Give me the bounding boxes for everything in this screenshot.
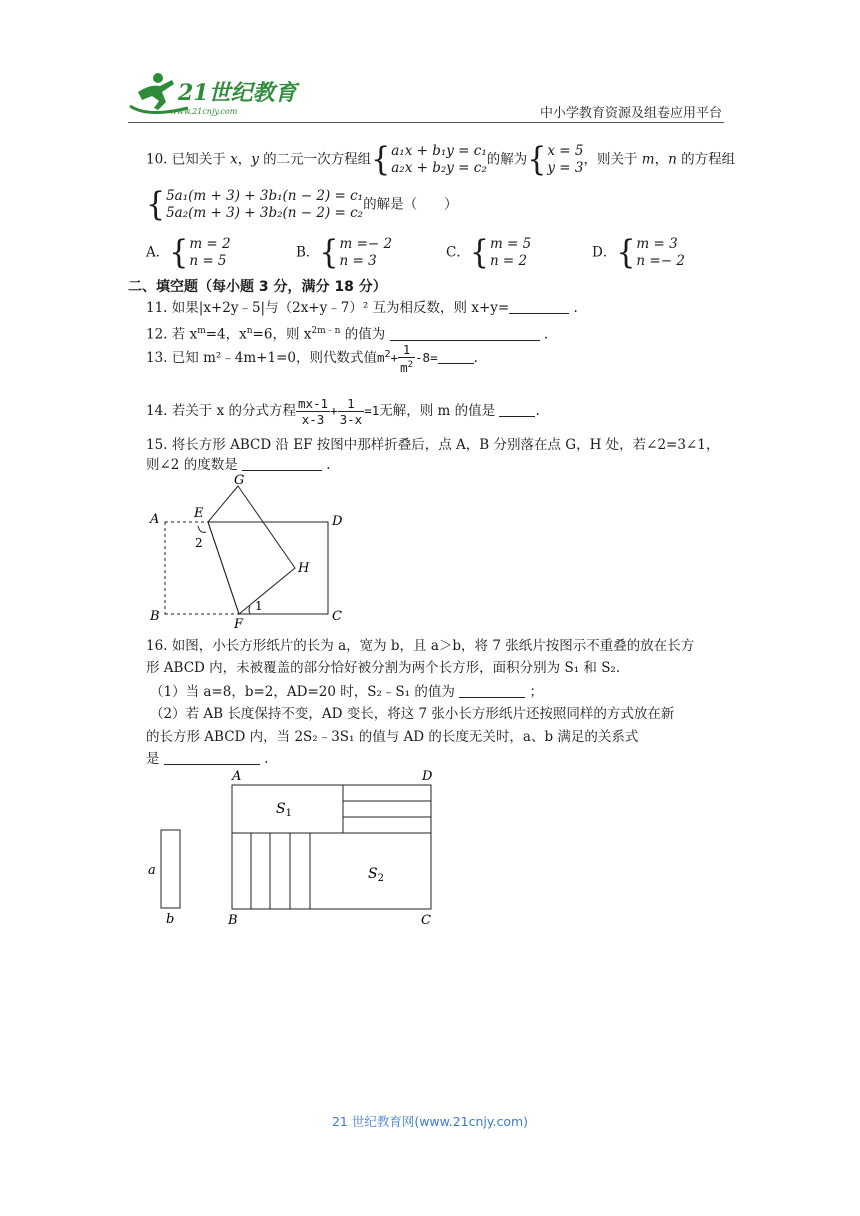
label-angle-1: 1 <box>255 599 263 613</box>
equation: m = 2 <box>189 236 231 252</box>
option-c[interactable] <box>446 233 532 272</box>
comma: ， <box>654 151 669 168</box>
var-y: y <box>251 151 259 168</box>
brace: { <box>146 185 166 224</box>
option-label: D． <box>592 244 617 261</box>
label-G: G <box>234 473 245 488</box>
equation: m = 3 <box>636 236 678 252</box>
logo-text: 21世纪教育 <box>178 80 297 106</box>
label-D: D <box>422 769 433 784</box>
label-S2: $S_2$ <box>368 866 384 884</box>
label-B: B <box>150 609 160 624</box>
brace: { <box>169 233 189 272</box>
equation-system-1 <box>391 143 487 177</box>
small-rectangle <box>161 830 180 908</box>
q-text: （2）若 AB 长度保持不变，AD 变长，将这 7 张小长方形纸片还按照同样的方式放在新 <box>150 706 675 722</box>
q12 <box>146 321 548 345</box>
exponent: 2 <box>384 348 391 360</box>
q16-line2 <box>146 658 620 678</box>
q-text: 已知 m²﹣4m+1=0，则代数式值 <box>171 350 377 367</box>
math-m <box>377 350 398 365</box>
q-text: 若关于 x 的分式方程 <box>171 403 296 419</box>
header-divider <box>128 122 724 123</box>
exponent: n <box>246 326 253 336</box>
var-n: n <box>668 151 677 168</box>
solution-1 <box>547 143 583 177</box>
equation: m =− 2 <box>339 236 393 252</box>
answer-blank[interactable] <box>459 683 525 698</box>
math-op: + <box>390 350 399 366</box>
q-text: 如图，小长方形纸片的长为 a，宽为 b，且 a＞b，将 7 张纸片按图示不重叠的放在长方 <box>171 638 695 654</box>
q10-text: ，则关于 <box>583 151 638 168</box>
answer-blank[interactable] <box>509 299 569 314</box>
label-a: a <box>148 863 156 878</box>
q-text: 的值为 <box>344 326 386 343</box>
numerator: 1 <box>338 396 365 412</box>
equation: a₁x + b₁y = c₁ <box>391 143 487 159</box>
fraction <box>338 396 365 427</box>
answer-blank[interactable] <box>390 326 540 341</box>
q16-part2-line2 <box>146 727 638 747</box>
label-H: H <box>298 561 310 576</box>
q-text: 形 ABCD 内，未被覆盖的部分恰好被分割为两个长方形，面积分别为 S₁ 和 S₂. <box>146 660 621 676</box>
punct: . <box>535 403 540 419</box>
punct: . <box>543 326 549 343</box>
punct: . <box>264 751 269 767</box>
label-B: B <box>228 913 238 928</box>
brace: { <box>319 233 339 272</box>
equation: n = 3 <box>339 253 377 269</box>
answer-blank[interactable] <box>164 750 260 765</box>
fold-line-EF <box>208 522 239 614</box>
platform-name: 中小学教育资源及组卷应用平台 <box>539 106 722 121</box>
q-text: =4，x <box>205 326 247 343</box>
equation: 5a₁(m + 3) + 3b₁(n − 2) = c₁ <box>166 188 364 204</box>
q10-text: 的方程组 <box>681 151 736 168</box>
q-text: （1）当 a=8，b=2，AD=20 时，S₂﹣S₁ 的值为 <box>150 684 455 700</box>
option-label: C． <box>446 244 470 261</box>
q-text: =6，则 x <box>252 326 312 343</box>
q10-number: 10. <box>146 151 168 168</box>
site-logo <box>128 70 298 120</box>
q16-line1 <box>146 636 694 656</box>
math-eq: =1 <box>364 403 380 418</box>
q-number: 11. <box>146 300 168 316</box>
q10-text: 的解为 <box>486 151 528 168</box>
fraction <box>296 396 330 427</box>
section-heading: 二、填空题（每小题 3 分，满分 18 分） <box>128 279 387 295</box>
label-angle-2: 2 <box>195 536 203 550</box>
math-var: m <box>376 350 385 366</box>
q-text: 无解，则 m 的值是 <box>379 403 496 419</box>
answer-blank[interactable] <box>242 456 322 471</box>
q10-line2 <box>146 185 458 224</box>
math-tail: -8= <box>415 350 438 366</box>
q-text: 将长方形 ABCD 沿 EF 按图中那样折叠后，点 A，B 分别落在点 G，H 处，若∠2=3∠1， <box>171 437 720 453</box>
exponent: 2m﹣n <box>311 326 341 336</box>
option-label: B． <box>296 244 320 261</box>
answer-blank[interactable] <box>499 402 535 417</box>
q13 <box>146 342 478 375</box>
q10-text: 的二元一次方程组 <box>263 151 372 168</box>
label-b: b <box>166 912 175 927</box>
punct: . <box>326 457 331 473</box>
label-D: D <box>332 514 343 529</box>
brace: { <box>469 233 489 272</box>
var-x: x <box>230 151 238 168</box>
q11 <box>146 298 578 318</box>
exponent: m <box>197 326 206 336</box>
fraction <box>398 342 415 375</box>
label-S1: $S_1$ <box>276 801 292 819</box>
brace: { <box>527 140 547 179</box>
option-system <box>189 236 230 270</box>
punct: ； <box>529 684 543 700</box>
folded-part <box>208 486 295 614</box>
q-text: 如果|x+2y﹣5|与（2x+y﹣7）² 互为相反数，则 x+y= <box>171 300 510 316</box>
equation: m = 5 <box>489 236 532 252</box>
denominator <box>398 358 415 375</box>
exponent: 2 <box>407 360 414 370</box>
q-text: 是 <box>146 751 160 767</box>
option-b[interactable] <box>296 233 393 272</box>
folding-figure <box>140 472 360 632</box>
option-system <box>340 236 393 270</box>
brace: { <box>371 140 391 179</box>
numerator: mx-1 <box>297 396 329 411</box>
equation: a₂x + b₂y = c₂ <box>391 160 487 176</box>
angle-2-arc <box>198 526 206 532</box>
q-text: 的长方形 ABCD 内，当 2S₂﹣3S₁ 的值与 AD 的长度无关时，a、b 满足的关系式 <box>146 729 639 745</box>
q-number: 13. <box>146 350 168 367</box>
label-C: C <box>332 609 342 624</box>
q-number: 15. <box>146 437 168 453</box>
option-a[interactable] <box>146 233 231 272</box>
q10-text: 的解是（ ） <box>363 196 458 213</box>
var-m: m <box>641 151 655 168</box>
label-A: A <box>232 769 242 784</box>
equation-system-2 <box>166 188 363 222</box>
q-number: 12. <box>146 326 168 343</box>
option-d[interactable] <box>592 233 685 272</box>
q15-line1 <box>146 435 719 455</box>
q14 <box>146 396 540 427</box>
q-text: 若 x <box>171 326 198 343</box>
equation: x = 5 <box>547 143 584 159</box>
footer-link[interactable]: 21 世纪教育网(www.21cnjy.com) <box>331 1114 529 1129</box>
q16-part2-line1 <box>150 704 674 724</box>
option-label: A． <box>146 244 170 261</box>
label-C: C <box>421 913 431 928</box>
q10-text: 已知关于 <box>171 151 226 168</box>
q-text: 则∠2 的度数是 <box>146 457 238 473</box>
option-system <box>490 236 531 270</box>
equation: y = 3 <box>547 160 584 176</box>
q10-line1 <box>146 140 736 179</box>
q16-part1 <box>150 682 543 702</box>
label-E: E <box>194 506 204 521</box>
paper-figure <box>140 766 460 930</box>
denominator: 3-x <box>339 412 363 427</box>
logo-url: www.21cnjy.com <box>170 107 238 116</box>
q-number: 16. <box>146 638 168 654</box>
equation: n =− 2 <box>636 253 685 269</box>
label-F: F <box>234 617 244 632</box>
punct: . <box>473 350 478 367</box>
math-var: m <box>400 360 408 376</box>
rect-ABCD <box>232 785 431 909</box>
answer-blank[interactable] <box>438 349 474 364</box>
numerator: 1 <box>398 342 415 358</box>
brace: { <box>616 233 636 272</box>
equation: n = 2 <box>489 253 528 269</box>
equation: n = 5 <box>189 253 227 269</box>
q-number: 14. <box>146 403 168 419</box>
punct: . <box>573 300 578 316</box>
math-op: + <box>330 403 338 418</box>
option-system <box>636 236 685 270</box>
comma: ， <box>237 151 252 168</box>
angle-1-arc <box>249 606 250 614</box>
equation: 5a₂(m + 3) + 3b₂(n − 2) = c₂ <box>166 205 364 221</box>
denominator: x-3 <box>301 412 325 427</box>
label-A: A <box>150 512 160 527</box>
